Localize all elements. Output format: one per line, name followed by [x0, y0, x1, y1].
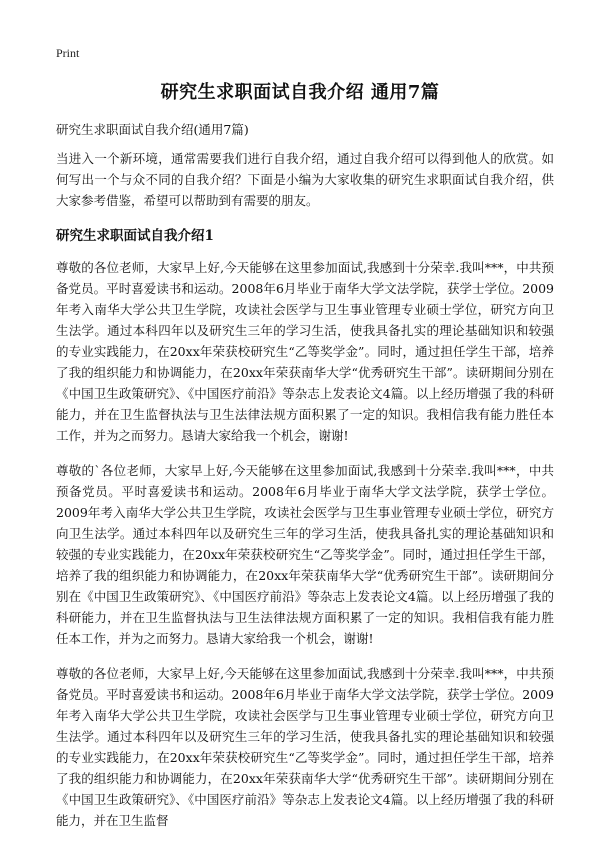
- page-title: 研究生求职面试自我介绍 通用7篇: [160, 82, 440, 103]
- print-link[interactable]: Print: [56, 46, 80, 60]
- article-body: [56, 148, 554, 845]
- intro-paragraph: 当进入一个新环境，通常需要我们进行自我介绍，通过自我介绍可以得到他人的欣赏。如何写出一个与众不同的自我介绍？下面是小编为大家收集的研究生求职面试自我介绍，供大家参考借鉴，希望可以帮助到有需要的朋友。: [56, 151, 554, 208]
- body-paragraph: 尊敬的`各位老师，大家早上好,今天能够在这里参加面试,我感到十分荣幸.我叫***，中共预备党员。平时喜爱读书和运动。2008年6月毕业于南华大学文法学院，获学士学位。2009年考入南华大学公共卫生学院，攻读社会医学与卫生事业管理专业硕士学位，研究方向卫生法学。通过本科四年以及研究生三年的学习生活，使我具备扎实的理论基础知识和较强的专业实践能力，在20xx年荣获校研究生“乙等奖学金”。同时，通过担任学生干部，培养了我的组织能力和协调能力，在20xx年荣获南华大学“优秀研究生干部”。读研期间分别在《中国卫生政策研究》、《中国医疗前沿》等杂志上发表论文4篇。以上经历增强了我的科研能力，并在卫生监督执法与卫生法律法规方面积累了一定的知识。我相信我有能力胜任本工作，并为之而努力。恳请大家给我一个机会，谢谢!: [56, 463, 554, 646]
- body-paragraph: 尊敬的各位老师，大家早上好,今天能够在这里参加面试,我感到十分荣幸.我叫***，中共预备党员。平时喜爱读书和运动。2008年6月毕业于南华大学文法学院，获学士学位。2009年考入南华大学公共卫生学院，攻读社会医学与卫生事业管理专业硕士学位，研究方向卫生法学。通过本科四年以及研究生三年的学习生活，使我具备扎实的理论基础知识和较强的专业实践能力，在20xx年荣获校研究生“乙等奖学金”。同时，通过担任学生干部，培养了我的组织能力和协调能力，在20xx年荣获南华大学“优秀研究生干部”。读研期间分别在《中国卫生政策研究》、《中国医疗前沿》等杂志上发表论文4篇。以上经历增强了我的科研能力，并在卫生监督执法与卫生法律法规方面积累了一定的知识。我相信我有能力胜任本工作，并为之而努力。恳请大家给我一个机会，谢谢!: [56, 260, 554, 443]
- document-subtitle: 研究生求职面试自我介绍(通用7篇): [56, 122, 249, 137]
- body-paragraph: 尊敬的各位老师，大家早上好,今天能够在这里参加面试,我感到十分荣幸.我叫***，中共预备党员。平时喜爱读书和运动。2008年6月毕业于南华大学文法学院，获学士学位。2009年考入南华大学公共卫生学院，攻读社会医学与卫生事业管理专业硕士学位，研究方向卫生法学。通过本科四年以及研究生三年的学习生活，使我具备扎实的理论基础知识和较强的专业实践能力，在20xx年荣获校研究生“乙等奖学金”。同时，通过担任学生干部，培养了我的组织能力和协调能力，在20xx年荣获南华大学“优秀研究生干部”。读研期间分别在《中国卫生政策研究》、《中国医疗前沿》等杂志上发表论文4篇。以上经历增强了我的科研能力，并在卫生监督: [56, 666, 554, 828]
- section-heading: 研究生求职面试自我介绍1: [56, 228, 214, 244]
